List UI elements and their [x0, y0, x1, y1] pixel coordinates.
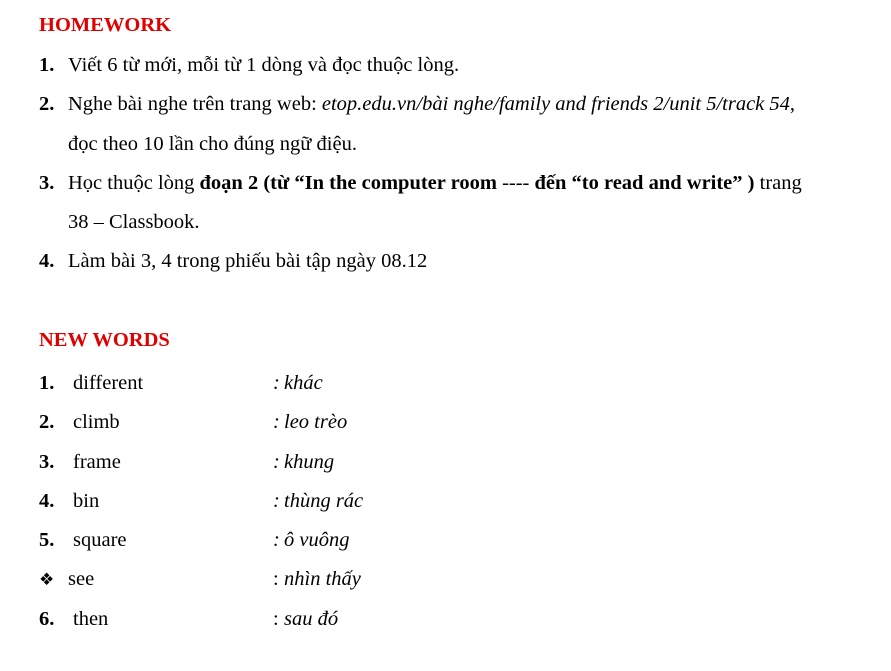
word-number: 4.	[39, 490, 55, 512]
item-text: Học thuộc lòng	[68, 172, 200, 194]
new-words-heading: NEW WORDS	[39, 329, 170, 351]
diamond-bullet-icon: ❖	[39, 570, 55, 589]
english-word: different	[73, 372, 144, 394]
vietnamese-meaning: khác	[284, 372, 323, 394]
word-number: 6.	[39, 608, 55, 630]
english-word: bin	[73, 490, 100, 512]
vietnamese-meaning: leo trèo	[284, 411, 348, 433]
word-number: 1.	[39, 372, 55, 394]
document-page: HOMEWORK 1. Viết 6 từ mới, mỗi từ 1 dòng và đọc thuộc lòng. 2. Nghe bài nghe trên trang web: etop.edu.vn/bài nghe/family and friends 2/unit 5/track 54, đọc theo 10 lần cho đúng ngữ điệu. 3. Học thuộc lòng đoạn 2 (từ “In the computer room ---- đến “to read and write” ) trang 38 – Classbook. 4. Làm bài 3, 4 trong phiếu bài tập ngày 08.12 NEW WORDS 1. different : khác 2. climb : leo trèo 3. frame : khung 4. bin : thùng rác 5. square : ô vuông ❖ see : nhìn thấy 6. then : sau đó	[39, 14, 802, 630]
vietnamese-meaning: thùng rác	[284, 490, 364, 512]
item-text: đọc theo 10 lần cho đúng ngữ điệu.	[68, 133, 357, 155]
item-number: 4.	[39, 250, 55, 272]
homework-heading: HOMEWORK	[39, 14, 172, 36]
word-number: 2.	[39, 411, 55, 433]
item-number: 2.	[39, 93, 55, 115]
item-number: 3.	[39, 172, 55, 194]
item-number: 1.	[39, 54, 55, 76]
item-text: Làm bài 3, 4 trong phiếu bài tập ngày 08.12	[68, 250, 428, 272]
english-word: frame	[73, 451, 121, 473]
item-text: Viết 6 từ mới, mỗi từ 1 dòng và đọc thuộc lòng.	[68, 54, 460, 76]
vietnamese-meaning: nhìn thấy	[284, 568, 361, 590]
english-word: then	[73, 608, 109, 630]
english-word: climb	[73, 411, 120, 433]
english-word: see	[68, 568, 95, 590]
english-word: square	[73, 529, 127, 551]
vietnamese-meaning: ô vuông	[284, 529, 350, 551]
word-number: 5.	[39, 529, 55, 551]
item-text: Nghe bài nghe trên trang web:	[68, 93, 322, 115]
item-text: 38 – Classbook.	[68, 211, 200, 233]
item-bold-text: đoạn 2 (từ “In the computer room	[199, 172, 497, 194]
vietnamese-meaning: khung	[284, 451, 335, 473]
word-number: 3.	[39, 451, 55, 473]
vietnamese-meaning: sau đó	[284, 608, 339, 630]
item-bold-text: đến “to read and write” )	[534, 172, 755, 194]
track-link[interactable]: etop.edu.vn/bài nghe/family and friends 2/unit 5/track 54	[321, 93, 790, 115]
